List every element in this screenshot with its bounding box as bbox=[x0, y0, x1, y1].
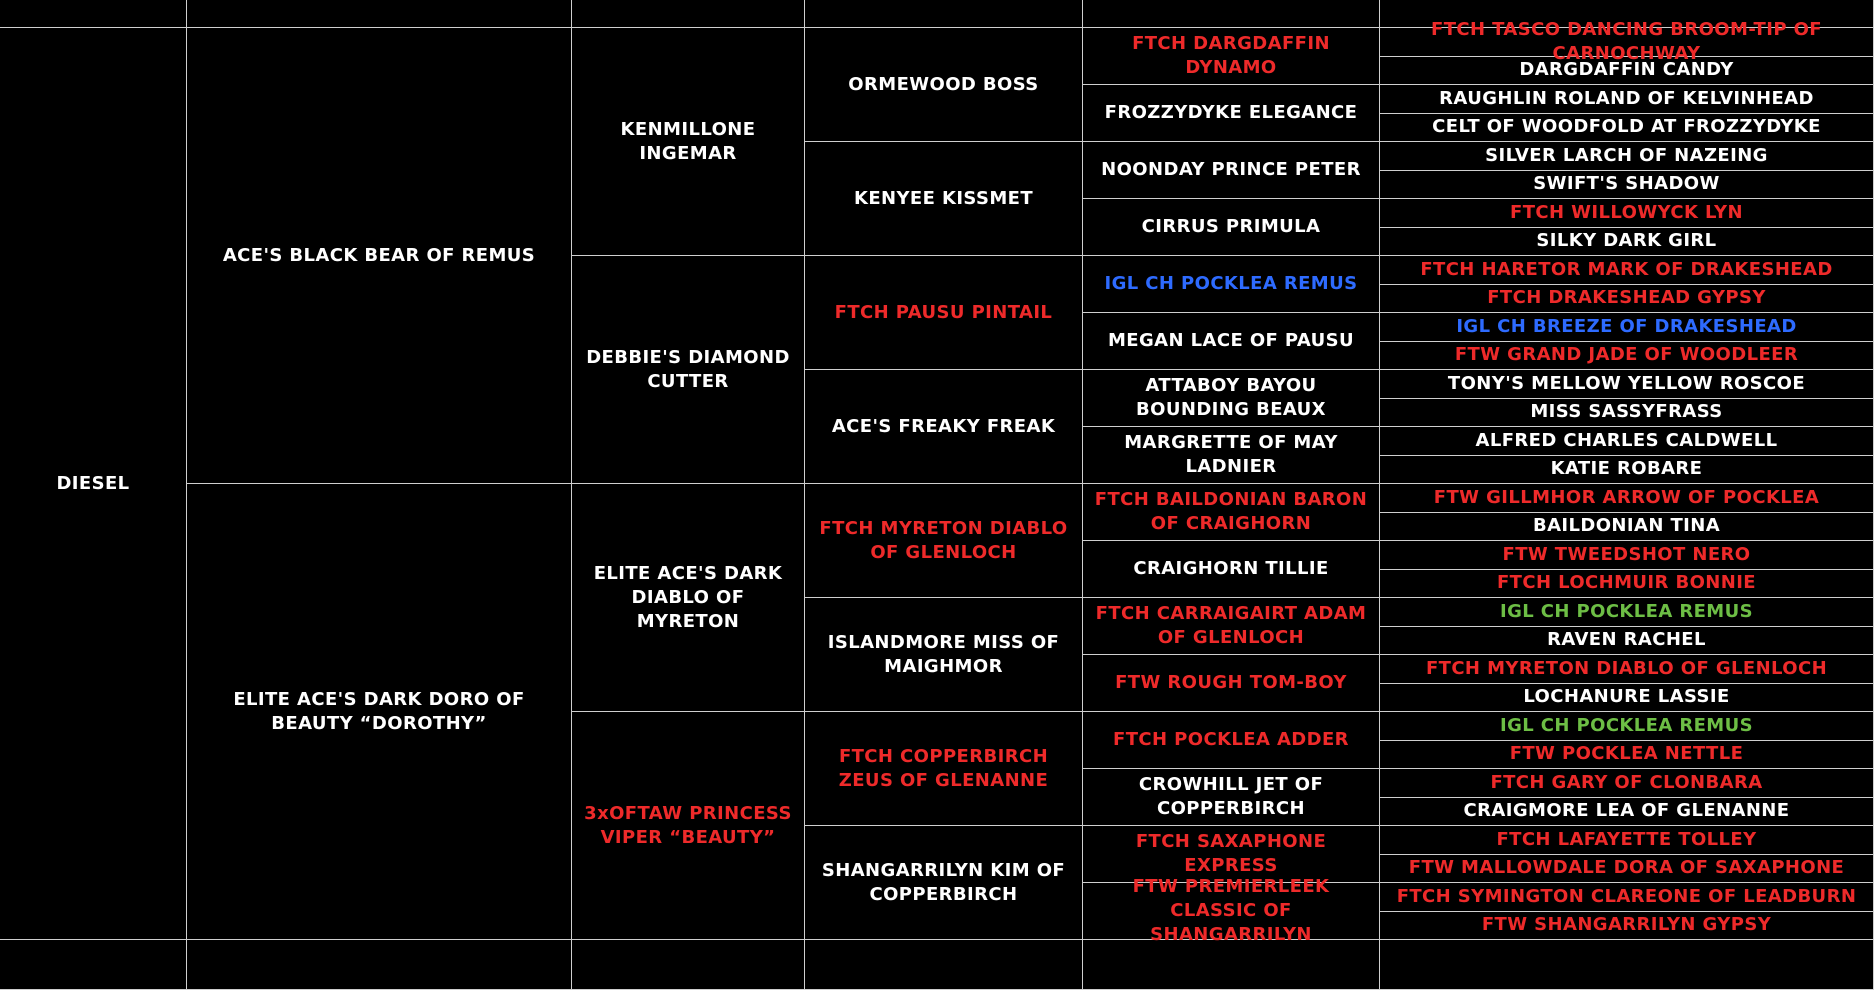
dog-name: RAUGHLIN ROLAND OF KELVINHEAD bbox=[1439, 87, 1814, 109]
gen5-cell bbox=[1380, 285, 1874, 314]
gen5-cell bbox=[1380, 228, 1874, 257]
gen3-cell bbox=[805, 712, 1083, 826]
dog-name: ORMEWOOD BOSS bbox=[848, 73, 1039, 95]
dog-name: FTCH SYMINGTON CLAREONE OF LEADBURN bbox=[1396, 885, 1857, 907]
gen2-cell bbox=[572, 256, 805, 484]
gen5-cell bbox=[1380, 484, 1874, 513]
gen5-cell bbox=[1380, 313, 1874, 342]
dog-name: FTW PREMIERLEEK CLASSIC OF SHANGARRILYN bbox=[1132, 876, 1330, 945]
gen3-cell bbox=[805, 142, 1083, 256]
gen5-cell bbox=[1380, 399, 1874, 428]
dog-name: DARGDAFFIN CANDY bbox=[1519, 59, 1734, 81]
dog-name: SWIFT'S SHADOW bbox=[1533, 173, 1720, 195]
dog-name: FTCH SAXAPHONE EXPRESS bbox=[1135, 831, 1327, 876]
dog-name: FTCH MYRETON DIABLO OF GLENLOCH bbox=[1425, 657, 1828, 679]
gen5-cell bbox=[1380, 769, 1874, 798]
gen3-cell bbox=[805, 28, 1083, 142]
gen3-cell bbox=[805, 256, 1083, 370]
dog-name: FTCH GARY OF CLONBARA bbox=[1490, 771, 1763, 793]
gen5-cell bbox=[1380, 142, 1874, 171]
gen2-cell bbox=[572, 28, 805, 256]
dog-name: FTCH COPPERBIRCH ZEUS OF GLENANNE bbox=[838, 745, 1049, 791]
dog-name: 3xOFTAW PRINCESS VIPER “BEAUTY” bbox=[584, 802, 792, 848]
gen4-cell bbox=[1083, 598, 1380, 655]
gen5-cell bbox=[1380, 18, 1874, 64]
dog-name: ELITE ACE'S DARK DORO OF BEAUTY “DOROTHY” bbox=[233, 688, 525, 734]
gen5-cell bbox=[1380, 456, 1874, 485]
gen5-cell bbox=[1380, 655, 1874, 684]
gen5-cell bbox=[1380, 513, 1874, 542]
dog-name: FTCH LAFAYETTE TOLLEY bbox=[1496, 828, 1757, 850]
gen4-cell bbox=[1083, 769, 1380, 826]
dog-name: BAILDONIAN TINA bbox=[1532, 515, 1721, 537]
dog-name: RAVEN RACHEL bbox=[1547, 629, 1706, 651]
gen4-cell bbox=[1083, 484, 1380, 541]
gen4-cell bbox=[1083, 199, 1380, 256]
gen3-cell bbox=[805, 370, 1083, 484]
gen5-cell bbox=[1380, 114, 1874, 143]
gen5-cell bbox=[1380, 741, 1874, 770]
gen4-cell bbox=[1083, 541, 1380, 598]
dog-name: SILVER LARCH OF NAZEING bbox=[1485, 144, 1768, 166]
dog-name: FTW GILLMHOR ARROW OF POCKLEA bbox=[1433, 486, 1820, 508]
dog-name: FTCH CARRAIGAIRT ADAM OF GLENLOCH bbox=[1095, 603, 1367, 648]
gen1-cell bbox=[187, 484, 572, 940]
gen5-cell bbox=[1380, 684, 1874, 713]
gen5-cell bbox=[1380, 370, 1874, 399]
gen5-cell bbox=[1380, 627, 1874, 656]
gen5-cell bbox=[1380, 342, 1874, 371]
gen5-cell bbox=[1380, 171, 1874, 200]
dog-name: FTCH POCKLEA ADDER bbox=[1113, 729, 1349, 750]
subject-cell bbox=[0, 28, 187, 940]
dog-name: ISLANDMORE MISS OF MAIGHMOR bbox=[827, 631, 1060, 677]
gen4-cell bbox=[1083, 142, 1380, 199]
dog-name: FTCH DRAKESHEAD GYPSY bbox=[1487, 287, 1766, 309]
dog-name: CROWHILL JET OF COPPERBIRCH bbox=[1138, 774, 1324, 819]
dog-name: FTW GRAND JADE OF WOODLEER bbox=[1454, 344, 1799, 366]
gen5-cell bbox=[1380, 256, 1874, 285]
dog-name: IGL CH POCKLEA REMUS bbox=[1499, 714, 1753, 736]
dog-name: ALFRED CHARLES CALDWELL bbox=[1475, 429, 1778, 451]
dog-name: MISS SASSYFRASS bbox=[1530, 401, 1723, 423]
dog-name: ATTABOY BAYOU BOUNDING BEAUX bbox=[1136, 375, 1326, 420]
gen2-cell bbox=[572, 484, 805, 712]
footer-strip-cell bbox=[0, 940, 187, 990]
dog-name: FTW SHANGARRILYN GYPSY bbox=[1481, 914, 1772, 936]
gen5-cell bbox=[1380, 912, 1874, 941]
dog-name: DEBBIE'S DIAMOND CUTTER bbox=[586, 346, 790, 392]
gen5-cell bbox=[1380, 826, 1874, 855]
gen5-cell bbox=[1380, 85, 1874, 114]
header-strip-cell bbox=[1083, 0, 1380, 28]
gen5-cell bbox=[1380, 598, 1874, 627]
dog-name: FTW ROUGH TOM-BOY bbox=[1115, 672, 1347, 693]
gen5-cell bbox=[1380, 855, 1874, 884]
dog-name: IGL CH BREEZE OF DRAKESHEAD bbox=[1456, 315, 1797, 337]
gen4-cell bbox=[1083, 876, 1380, 945]
dog-name: FTCH MYRETON DIABLO OF GLENLOCH bbox=[819, 517, 1068, 563]
gen5-cell bbox=[1380, 798, 1874, 827]
gen1-cell bbox=[187, 28, 572, 484]
subject-dog-name: DIESEL bbox=[56, 472, 130, 494]
dog-name: IGL CH POCKLEA REMUS bbox=[1104, 273, 1358, 294]
gen3-cell bbox=[805, 826, 1083, 940]
gen3-cell bbox=[805, 598, 1083, 712]
dog-name: ACE'S BLACK BEAR OF REMUS bbox=[222, 244, 536, 266]
dog-name: CRAIGMORE LEA OF GLENANNE bbox=[1463, 800, 1790, 822]
header-strip-cell bbox=[805, 0, 1083, 28]
dog-name: LOCHANURE LASSIE bbox=[1523, 686, 1730, 708]
gen5-cell bbox=[1380, 570, 1874, 599]
gen5-cell bbox=[1380, 427, 1874, 456]
dog-name: TONY'S MELLOW YELLOW ROSCOE bbox=[1447, 372, 1806, 394]
dog-name: ACE'S FREAKY FREAK bbox=[831, 415, 1056, 437]
dog-name: KENMILLONE INGEMAR bbox=[620, 118, 756, 164]
dog-name: SHANGARRILYN KIM OF COPPERBIRCH bbox=[821, 859, 1066, 905]
footer-strip-cell bbox=[187, 940, 572, 990]
dog-name: FTCH HARETOR MARK OF DRAKESHEAD bbox=[1420, 258, 1833, 280]
gen4-cell bbox=[1083, 370, 1380, 427]
gen5-cell bbox=[1380, 199, 1874, 228]
gen3-cell bbox=[805, 484, 1083, 598]
gen4-cell bbox=[1083, 313, 1380, 370]
header-strip-cell bbox=[572, 0, 805, 28]
footer-strip-cell bbox=[1380, 940, 1874, 990]
dog-name: FTW TWEEDSHOT NERO bbox=[1502, 543, 1751, 565]
gen5-cell bbox=[1380, 57, 1874, 86]
gen4-cell bbox=[1083, 85, 1380, 142]
gen5-cell bbox=[1380, 883, 1874, 912]
dog-name: FTCH PAUSU PINTAIL bbox=[834, 301, 1053, 323]
gen4-cell bbox=[1083, 655, 1380, 712]
header-strip-cell bbox=[0, 0, 187, 28]
header-strip-cell bbox=[187, 0, 572, 28]
footer-strip-cell bbox=[805, 940, 1083, 990]
gen4-cell bbox=[1083, 256, 1380, 313]
gen2-cell bbox=[572, 712, 805, 940]
dog-name: FROZZYDYKE ELEGANCE bbox=[1104, 102, 1358, 123]
gen5-cell bbox=[1380, 541, 1874, 570]
dog-name: FTCH DARGDAFFIN DYNAMO bbox=[1132, 33, 1330, 78]
dog-name: IGL CH POCKLEA REMUS bbox=[1499, 600, 1753, 622]
dog-name: KATIE ROBARE bbox=[1550, 458, 1703, 480]
gen4-cell bbox=[1083, 427, 1380, 484]
dog-name: NOONDAY PRINCE PETER bbox=[1101, 159, 1361, 180]
dog-name: FTCH TASCO DANCING BROOM-TIP OF CARNOCHWAY bbox=[1431, 18, 1822, 64]
dog-name: FTCH BAILDONIAN BARON OF CRAIGHORN bbox=[1094, 489, 1368, 534]
dog-name: MARGRETTE OF MAY LADNIER bbox=[1124, 432, 1338, 477]
dog-name: ELITE ACE'S DARK DIABLO OF MYRETON bbox=[593, 562, 783, 632]
dog-name: FTW MALLOWDALE DORA OF SAXAPHONE bbox=[1408, 857, 1845, 879]
dog-name: MEGAN LACE OF PAUSU bbox=[1108, 330, 1354, 351]
dog-name: SILKY DARK GIRL bbox=[1536, 230, 1717, 252]
dog-name: CRAIGHORN TILLIE bbox=[1133, 558, 1329, 579]
gen5-cell bbox=[1380, 712, 1874, 741]
gen4-cell bbox=[1083, 712, 1380, 769]
footer-strip-cell bbox=[572, 940, 805, 990]
dog-name: CELT OF WOODFOLD AT FROZZYDYKE bbox=[1432, 116, 1821, 138]
dog-name: CIRRUS PRIMULA bbox=[1141, 216, 1321, 237]
gen4-cell bbox=[1083, 28, 1380, 85]
dog-name: FTW POCKLEA NETTLE bbox=[1509, 743, 1744, 765]
footer-strip-cell bbox=[1083, 940, 1380, 990]
dog-name: KENYEE KISSMET bbox=[853, 187, 1034, 209]
dog-name: FTCH LOCHMUIR BONNIE bbox=[1496, 572, 1756, 594]
dog-name: FTCH WILLOWYCK LYN bbox=[1510, 201, 1743, 223]
